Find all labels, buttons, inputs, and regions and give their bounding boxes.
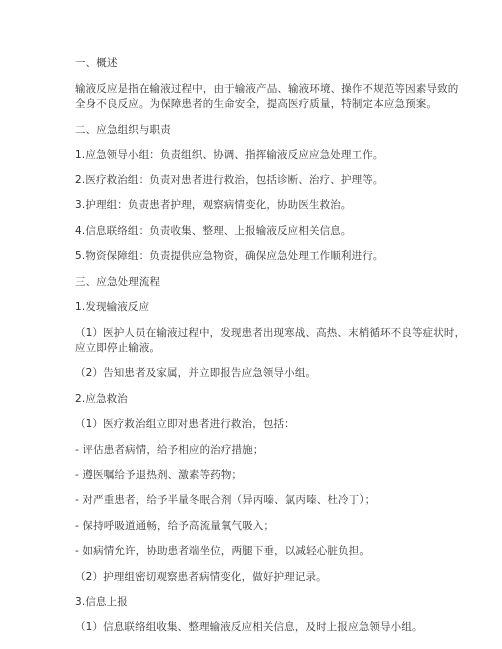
bullet-item: - 保持呼吸道通畅，给予高流量氧气吸入； <box>75 520 275 532</box>
list-item: 4.信息联络组：负责收集、整理、上报输液反应相关信息。 <box>75 225 352 237</box>
section-heading-organization: 二、应急组织与职责 <box>75 124 171 136</box>
paragraph-line: 输液反应是指在输液过程中，由于输液产品、输液环境、操作不规范等因素导致的 <box>75 83 459 95</box>
list-item: 5.物资保障组：负责提供应急物资，确保应急处理工作顺利进行。 <box>75 250 384 262</box>
section-heading-overview: 一、概述 <box>75 57 118 69</box>
paragraph-line: （1）医护人员在输液过程中，发现患者出现寒战、高热、末梢循环不良等症状时， <box>75 327 466 339</box>
paragraph-line: （1）医疗救治组立即对患者进行救治，包括： <box>75 418 295 430</box>
paragraph-line: （2）告知患者及家属，并立即报告应急领导小组。 <box>75 367 317 379</box>
paragraph-line: （2）护理组密切观察患者病情变化，做好护理记录。 <box>75 571 327 583</box>
list-item: 2.医疗救治组：负责对患者进行救治，包括诊断、治疗、护理等。 <box>75 174 384 186</box>
paragraph-line: （1）信息联络组收集、整理输液反应相关信息，及时上报应急领导小组。 <box>75 621 423 633</box>
bullet-item: - 遵医嘱给予退热剂、激素等药物； <box>75 469 243 481</box>
bullet-item: - 如病情允许，协助患者端坐位，两腿下垂，以减轻心脏负担。 <box>75 545 370 557</box>
subsection-heading: 1.发现输液反应 <box>75 301 150 313</box>
bullet-item: - 对严重患者，给予半量冬眠合剂（异丙嗪、氯丙嗪、杜冷丁）； <box>75 494 376 506</box>
section-heading-process: 三、应急处理流程 <box>75 276 161 288</box>
paragraph-line: 全身不良反应。为保障患者的生命安全，提高医疗质量，特制定本应急预案。 <box>75 98 438 110</box>
paragraph-line: 应立即停止输液。 <box>75 342 161 354</box>
bullet-item: - 评估患者病情，给予相应的治疗措施； <box>75 444 264 456</box>
list-item: 1.应急领导小组：负责组织、协调、指挥输液反应应急处理工作。 <box>75 149 384 161</box>
list-item: 3.护理组：负责患者护理，观察病情变化，协助医生救治。 <box>75 199 352 211</box>
subsection-heading: 2.应急救治 <box>75 393 128 405</box>
subsection-heading: 3.信息上报 <box>75 596 128 608</box>
